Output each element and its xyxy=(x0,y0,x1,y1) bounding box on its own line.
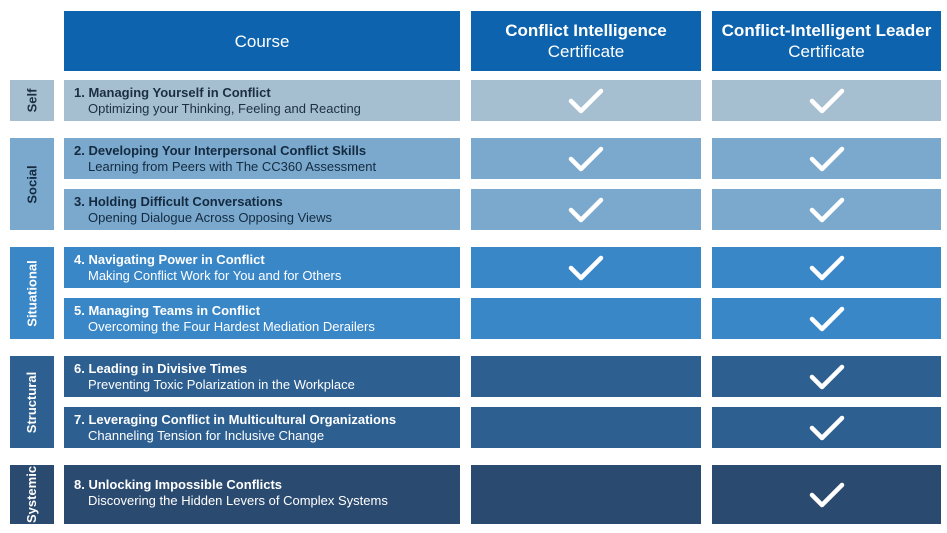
course-cell xyxy=(64,465,460,524)
course-subtitle: Learning from Peers with The CC360 Assessment xyxy=(88,159,377,174)
course-subtitle: Preventing Toxic Polarization in the Workplace xyxy=(88,377,355,392)
course-cell xyxy=(64,189,460,230)
cert-1-cell xyxy=(471,189,701,230)
cert-2-cell xyxy=(712,80,941,121)
course-subtitle: Making Conflict Work for You and for Others xyxy=(88,268,342,283)
cert-2-cell xyxy=(712,407,941,448)
course-subtitle: Discovering the Hidden Levers of Complex Systems xyxy=(88,493,388,508)
cert-2-cell xyxy=(712,138,941,179)
cert-2-cell xyxy=(712,465,941,524)
check-icon xyxy=(809,305,845,333)
header-cert-1 xyxy=(471,11,701,71)
check-icon xyxy=(809,414,845,442)
course-cell xyxy=(64,356,460,397)
cert-2-cell xyxy=(712,298,941,339)
header-course xyxy=(64,11,460,71)
header-cert-1-subtitle: Certificate xyxy=(547,42,625,61)
course-cell xyxy=(64,298,460,339)
cert-1-cell xyxy=(471,407,701,448)
cert-1-cell xyxy=(471,356,701,397)
cert-2-cell xyxy=(712,356,941,397)
cert-1-cell xyxy=(471,80,701,121)
cert-1-cell xyxy=(471,465,701,524)
course-subtitle: Opening Dialogue Across Opposing Views xyxy=(88,210,333,225)
check-icon xyxy=(809,196,845,224)
course-subtitle: Optimizing your Thinking, Feeling and Reacting xyxy=(88,101,361,116)
course-title: 4. Navigating Power in Conflict xyxy=(74,252,265,267)
category-label: Structural xyxy=(24,371,40,433)
course-cell xyxy=(64,407,460,448)
category-situational xyxy=(10,247,54,339)
course-cell xyxy=(64,80,460,121)
cert-1-cell xyxy=(471,138,701,179)
check-icon xyxy=(809,254,845,282)
check-icon xyxy=(809,145,845,173)
check-icon xyxy=(568,254,604,282)
course-cell xyxy=(64,247,460,288)
course-title: 8. Unlocking Impossible Conflicts xyxy=(74,477,283,492)
cert-1-cell xyxy=(471,247,701,288)
category-label: Systemic xyxy=(24,465,40,524)
cert-1-cell xyxy=(471,298,701,339)
check-icon xyxy=(568,87,604,115)
category-self xyxy=(10,80,54,121)
check-icon xyxy=(568,145,604,173)
cert-2-cell xyxy=(712,247,941,288)
header-cert-2-subtitle: Certificate xyxy=(788,42,865,61)
course-subtitle: Overcoming the Four Hardest Mediation Derailers xyxy=(88,319,375,334)
category-systemic xyxy=(10,465,54,524)
header-cert-2 xyxy=(712,11,941,71)
cert-2-cell xyxy=(712,189,941,230)
course-title: 3. Holding Difficult Conversations xyxy=(74,194,283,209)
course-title: 1. Managing Yourself in Conflict xyxy=(74,85,271,100)
category-label: Situational xyxy=(24,259,40,327)
course-cell xyxy=(64,138,460,179)
course-title: 2. Developing Your Interpersonal Conflict Skills xyxy=(74,143,367,158)
category-social xyxy=(10,138,54,230)
check-icon xyxy=(809,363,845,391)
header-cert-1-title: Conflict Intelligence xyxy=(505,21,667,40)
course-title: 5. Managing Teams in Conflict xyxy=(74,303,261,318)
check-icon xyxy=(809,481,845,509)
category-label: Self xyxy=(24,88,40,113)
category-label: Social xyxy=(24,164,40,204)
header-cert-2-title: Conflict-Intelligent Leader xyxy=(721,21,932,40)
header-course-label: Course xyxy=(234,31,290,51)
check-icon xyxy=(809,87,845,115)
category-structural xyxy=(10,356,54,448)
check-icon xyxy=(568,196,604,224)
course-title: 7. Leveraging Conflict in Multicultural Organizations xyxy=(74,412,397,427)
course-subtitle: Channeling Tension for Inclusive Change xyxy=(88,428,325,443)
course-title: 6. Leading in Divisive Times xyxy=(74,361,248,376)
